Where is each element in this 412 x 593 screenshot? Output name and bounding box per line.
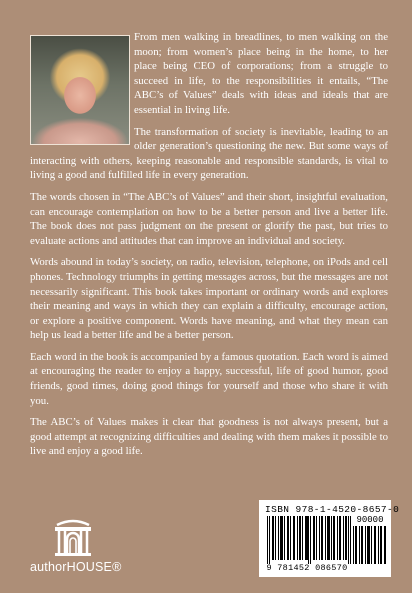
price-code: 90000 [356,515,384,525]
isbn-label: ISBN 978-1-4520-8657-0 [265,504,400,515]
blurb-paragraph-3: The words chosen in “The ABC’s of Values” and their short, insightful evaluation, can encourage contemplation on how to be a better person and live a better life. The book does not pass judgment on the present or glorify the past, but tries to evaluate actions and attitudes that can improve an individual and society. [30,190,388,247]
blurb-paragraph-6: The ABC’s of Values makes it clear that goodness is not always present, but a good attempt at recognizing difficulties and dealing with them makes it possible to live and enjoy a good life. [30,416,388,458]
blurb-paragraph-1: From men walking in breadlines, to men walking on the moon; from women’s place being in the home, to her place being CEO of corporations; from a struggle to succeed in life, to the responsibilities it entails, “The ABC’s of Values” deals with ideas and ideals that are essential in living life. [134,31,388,116]
addon-barcode-bars [353,526,387,564]
publisher-name: authorHOUSE® [30,560,122,574]
barcode-number: 9 781452 086570 [266,563,348,573]
blurb-paragraph-2: The transformation of society is inevitable, leading to an older generation’s questioning the new. But some ways of interacting with others, keeping reasonable and responsible standards, is vital to living a good and fulfilled life in every generation. [30,125,388,182]
ean-barcode-bars [267,516,351,564]
publisher-logo [30,517,120,577]
barcode [259,500,400,577]
blurb-paragraph-5: Each word in the book is accompanied by a famous quotation. Each word is aimed at encouraging the reader to enjoy a happy, successful, life of good humor, good friends, good times, doing good things for yourself and those who share it with you. [30,350,388,407]
authorhouse-logo-icon [53,517,93,557]
blurb-paragraph-4: Words abound in today’s society, on radio, television, telephone, on iPods and cell phones. Technology triumphs in getting messages across, but the messages are not necessarily significant. This book takes important or ordinary words and explores their meaning and ways in which they can explain a difficulty, encourage action, or explore a positive component. Words have meaning, and what they mean can help us lead a better life and be a better person. [30,256,388,342]
blurb-text [30,30,388,466]
